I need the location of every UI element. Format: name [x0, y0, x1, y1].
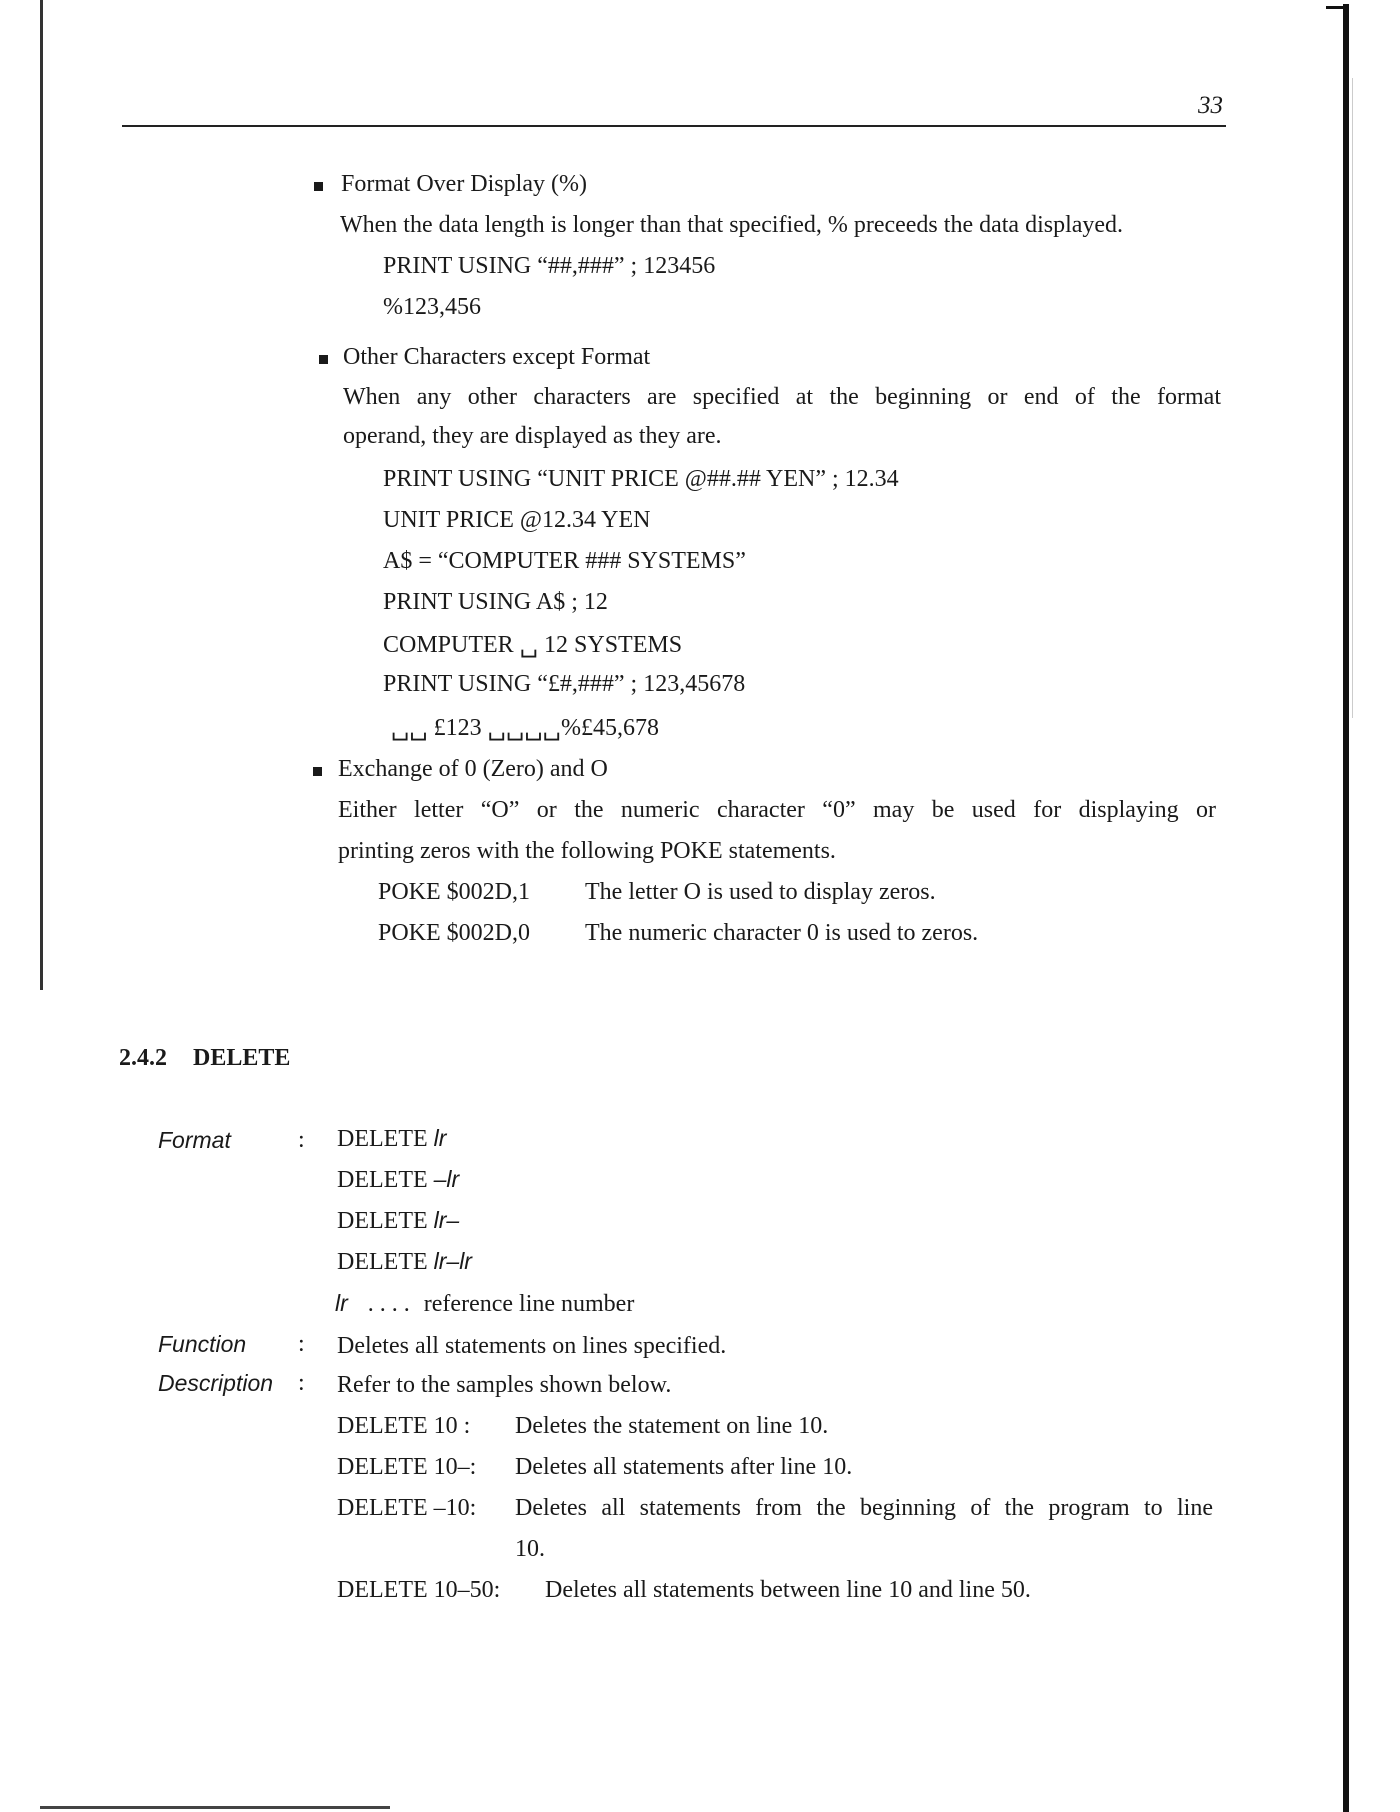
format-cmd: DELETE [337, 1126, 428, 1152]
header-rule [122, 125, 1226, 127]
exchange-title: Exchange of 0 (Zero) and O [338, 756, 608, 782]
poke-cmd: POKE $002D,1 [378, 879, 531, 905]
code-line: %123,456 [383, 294, 481, 320]
code-line: PRINT USING “##,###” ; 123456 [383, 253, 716, 279]
format-line [337, 1125, 446, 1153]
sample-text: Deletes all statements from the beginning of the program to line [515, 1495, 1213, 1521]
exchange-desc: printing zeros with the following POKE statements. [338, 838, 836, 864]
ref-var: lr [335, 1290, 348, 1316]
sample-cmd: DELETE 10–50: [337, 1577, 501, 1603]
format-line [337, 1166, 459, 1194]
format-arg: lr– [433, 1207, 460, 1233]
bullet-icon [313, 767, 322, 776]
ref-text: reference line number [423, 1291, 635, 1317]
code-line: PRINT USING “£#,###” ; 123,45678 [383, 671, 746, 697]
scan-edge-corner [1326, 6, 1348, 9]
description-label: Description [158, 1370, 274, 1396]
format-ref [335, 1290, 634, 1318]
section-title: DELETE [193, 1045, 291, 1071]
poke-cmd: POKE $002D,0 [378, 920, 531, 946]
code-line: PRINT USING “UNIT PRICE @##.## YEN” ; 12.34 [383, 466, 899, 492]
sample-text-cont: 10. [515, 1536, 545, 1562]
description-colon: : [298, 1370, 305, 1396]
function-label: Function [158, 1331, 247, 1357]
scan-edge-bottom [40, 1806, 390, 1809]
poke-text: The numeric character 0 is used to zeros. [585, 920, 979, 946]
format-line [337, 1207, 459, 1235]
sample-text: Deletes all statements between line 10 and line 50. [545, 1577, 1031, 1603]
other-chars-desc: operand, they are displayed as they are. [343, 423, 722, 449]
format-line [337, 1248, 472, 1276]
format-label: Format [158, 1127, 231, 1153]
format-arg: lr–lr [433, 1248, 472, 1274]
function-colon: : [298, 1331, 305, 1357]
scan-edge-left [40, 0, 43, 990]
code-line: COMPUTER ␣ 12 SYSTEMS [383, 632, 683, 658]
format-over-desc: When the data length is longer than that specified, % preceeds the data displayed. [340, 212, 1124, 238]
sample-cmd: DELETE 10–: [337, 1454, 477, 1480]
sample-cmd: DELETE 10 : [337, 1413, 471, 1439]
format-over-title: Format Over Display (%) [341, 171, 587, 197]
code-line: UNIT PRICE @12.34 YEN [383, 507, 651, 533]
scan-edge-faint [1352, 78, 1353, 718]
code-line: PRINT USING A$ ; 12 [383, 589, 608, 615]
section-number: 2.4.2 [119, 1045, 167, 1071]
exchange-desc: Either letter “O” or the numeric character “0” may be used for displaying or [338, 797, 1216, 823]
poke-text: The letter O is used to display zeros. [585, 879, 936, 905]
code-line: ␣␣ £123 ␣␣␣␣%£45,678 [391, 715, 659, 741]
scan-edge-right [1343, 4, 1349, 1812]
format-arg: lr [433, 1125, 447, 1151]
format-cmd: DELETE [337, 1249, 428, 1275]
code-line: A$ = “COMPUTER ### SYSTEMS” [383, 548, 746, 574]
function-text: Deletes all statements on lines specified. [337, 1333, 727, 1359]
format-cmd: DELETE [337, 1167, 428, 1193]
page-number: 33 [1198, 92, 1223, 119]
format-cmd: DELETE [337, 1208, 428, 1234]
other-chars-title: Other Characters except Format [343, 344, 651, 370]
sample-text: Deletes the statement on line 10. [515, 1413, 829, 1439]
description-text: Refer to the samples shown below. [337, 1372, 672, 1398]
ref-dots: . . . . [367, 1291, 410, 1317]
sample-cmd: DELETE –10: [337, 1495, 477, 1521]
format-colon: : [298, 1127, 305, 1153]
bullet-icon [314, 182, 323, 191]
sample-text: Deletes all statements after line 10. [515, 1454, 853, 1480]
bullet-icon [319, 355, 328, 364]
other-chars-desc: When any other characters are specified at the beginning or end of the format [343, 384, 1221, 410]
format-arg: –lr [433, 1166, 460, 1192]
